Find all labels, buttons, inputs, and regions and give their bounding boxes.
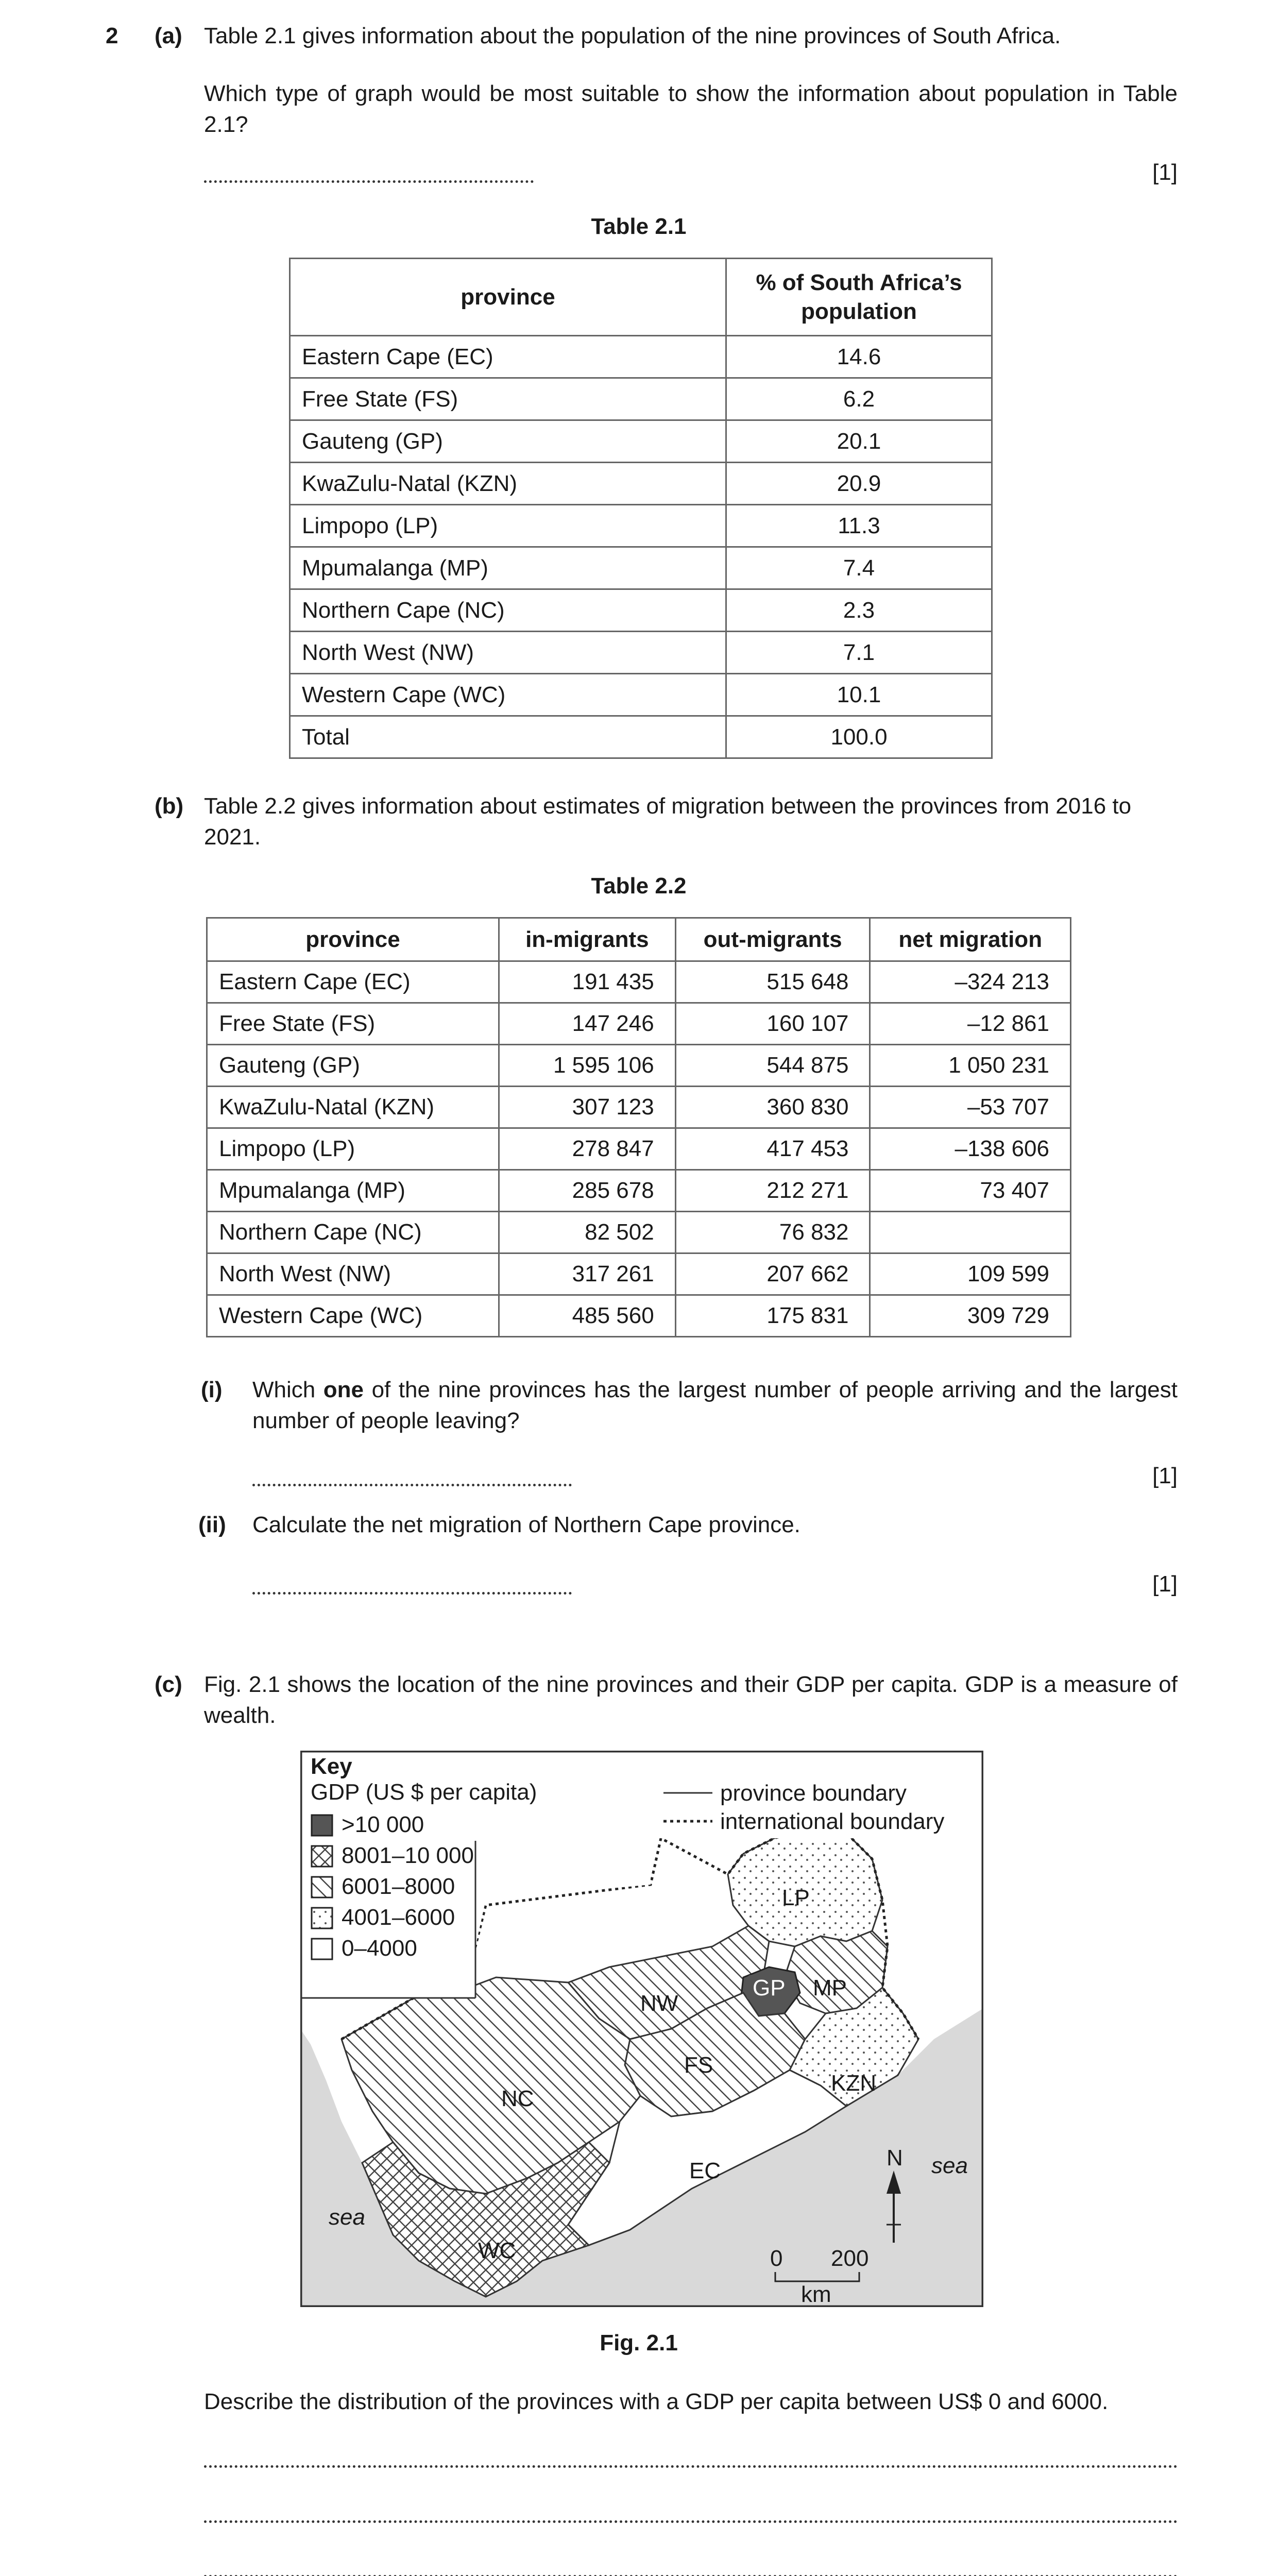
part-b-label: (b): [155, 793, 184, 819]
marks-a: [1]: [1152, 160, 1178, 185]
key-label-0-4000: 0–4000: [342, 1936, 417, 1961]
table-cell: Northern Cape (NC): [207, 1212, 499, 1253]
table-cell: KwaZulu-Natal (KZN): [207, 1087, 499, 1128]
table-cell: 212 271: [675, 1170, 870, 1212]
table-cell: Limpopo (LP): [290, 505, 726, 547]
key-swatch-4001-6000: [312, 1908, 332, 1928]
table-cell: 109 599: [870, 1253, 1071, 1295]
table-row: [207, 961, 1071, 1003]
part-c-label: (c): [155, 1672, 182, 1697]
table-cell: Limpopo (LP): [207, 1128, 499, 1170]
table2-header-net: net migration: [870, 918, 1071, 961]
table-cell: 1 595 106: [499, 1045, 676, 1087]
table-cell: 73 407: [870, 1170, 1071, 1212]
table-cell: 20.1: [726, 420, 992, 463]
north-label: N: [887, 2145, 903, 2171]
table-row: [290, 336, 992, 378]
table-cell: 175 831: [675, 1295, 870, 1337]
label-kzn: KZN: [831, 2071, 876, 2096]
table-row: [290, 632, 992, 674]
key-swatch-gt10000: [312, 1815, 332, 1836]
answer-line-a[interactable]: [204, 180, 534, 183]
table-row: [290, 420, 992, 463]
table-row: [207, 1087, 1071, 1128]
table-cell: 485 560: [499, 1295, 676, 1337]
table-cell: 14.6: [726, 336, 992, 378]
marks-b-ii: [1]: [1152, 1571, 1178, 1597]
table1-header-province: province: [290, 259, 726, 336]
key-subtitle: GDP (US $ per capita): [311, 1780, 537, 1805]
table-cell: –53 707: [870, 1087, 1071, 1128]
table2-caption: Table 2.2: [591, 873, 687, 899]
scale-200: 200: [831, 2246, 869, 2271]
table-row: [290, 505, 992, 547]
table-cell: 317 261: [499, 1253, 676, 1295]
table-cell: 278 847: [499, 1128, 676, 1170]
label-gp: GP: [753, 1975, 786, 2001]
table-cell: 7.4: [726, 547, 992, 589]
table-cell: North West (NW): [207, 1253, 499, 1295]
label-wc: WC: [478, 2238, 516, 2263]
table-cell: –12 861: [870, 1003, 1071, 1045]
table-cell: Free State (FS): [207, 1003, 499, 1045]
table-row: [207, 1128, 1071, 1170]
marks-b-i: [1]: [1152, 1463, 1178, 1488]
label-mp: MP: [813, 1975, 847, 2001]
table-cell: 307 123: [499, 1087, 676, 1128]
table2-header-out: out-migrants: [675, 918, 870, 961]
table-row: [207, 1253, 1071, 1295]
label-fs: FS: [684, 2053, 713, 2078]
label-lp: LP: [782, 1885, 810, 1910]
question-number: 2: [106, 23, 118, 48]
part-a-intro: Table 2.1 gives information about the population of the nine provinces of South Africa.: [204, 23, 1061, 48]
key-province-boundary: province boundary: [720, 1781, 907, 1806]
table-cell: 2.3: [726, 589, 992, 632]
table1-header-percent: % of South Africa’s population: [726, 259, 992, 336]
key-international-boundary: international boundary: [720, 1809, 945, 1834]
table-cell: Eastern Cape (EC): [290, 336, 726, 378]
key-label-6001-8000: 6001–8000: [342, 1874, 455, 1899]
table-2-1: [289, 258, 993, 759]
table-cell: Mpumalanga (MP): [207, 1170, 499, 1212]
table-cell: [870, 1212, 1071, 1253]
table-row: [290, 589, 992, 632]
table-cell: –324 213: [870, 961, 1071, 1003]
part-b-intro: Table 2.2 gives information about estimates of migration between the provinces from 2016 to 2021.: [204, 793, 1132, 850]
table-cell: 417 453: [675, 1128, 870, 1170]
table-row: [290, 716, 992, 758]
label-sea-left: sea: [329, 2205, 365, 2230]
table-cell: 7.1: [726, 632, 992, 674]
key-title: Key: [311, 1754, 352, 1779]
label-nw: NW: [640, 1991, 678, 2016]
table-cell: 10.1: [726, 674, 992, 716]
key-label-4001-6000: 4001–6000: [342, 1905, 455, 1930]
part-b-i-question: Which one of the nine provinces has the largest number of people arriving and the largest number of people leaving?: [252, 1377, 1178, 1433]
key-swatch-0-4000: [312, 1939, 332, 1959]
table-row: [207, 1170, 1071, 1212]
table-cell: 160 107: [675, 1003, 870, 1045]
table1-caption: Table 2.1: [591, 214, 687, 239]
table-cell: Western Cape (WC): [290, 674, 726, 716]
table-cell: 191 435: [499, 961, 676, 1003]
table-row: [207, 1212, 1071, 1253]
part-b-ii-label: (ii): [198, 1512, 226, 1537]
table-2-2: [206, 917, 1071, 1337]
table-cell: Gauteng (GP): [290, 420, 726, 463]
table-cell: Free State (FS): [290, 378, 726, 420]
table-cell: 515 648: [675, 961, 870, 1003]
table-row: [207, 1295, 1071, 1337]
table-cell: Mpumalanga (MP): [290, 547, 726, 589]
key-label-gt10000: >10 000: [342, 1812, 424, 1837]
table-row: [290, 463, 992, 505]
table-row: [290, 674, 992, 716]
answer-line-b-ii[interactable]: [252, 1592, 572, 1595]
table-cell: 1 050 231: [870, 1045, 1071, 1087]
table-cell: North West (NW): [290, 632, 726, 674]
label-ec: EC: [689, 2158, 721, 2183]
label-nc: NC: [501, 2086, 534, 2111]
answer-line-c-1[interactable]: [204, 2465, 1178, 2468]
part-b-i-label: (i): [201, 1377, 223, 1402]
table-row: [207, 1045, 1071, 1087]
part-c-intro: Fig. 2.1 shows the location of the nine provinces and their GDP per capita. GDP is a measure of wealth.: [204, 1672, 1178, 1728]
table-cell: KwaZulu-Natal (KZN): [290, 463, 726, 505]
part-c-question: Describe the distribution of the provinces with a GDP per capita between US$ 0 and 6000.: [204, 2389, 1109, 2414]
scale-0: 0: [770, 2246, 783, 2271]
key-swatch-8001-10000: [312, 1846, 332, 1867]
table-cell: 100.0: [726, 716, 992, 758]
table-cell: 82 502: [499, 1212, 676, 1253]
table-cell: 544 875: [675, 1045, 870, 1087]
table-cell: Gauteng (GP): [207, 1045, 499, 1087]
table-cell: –138 606: [870, 1128, 1071, 1170]
table-cell: 207 662: [675, 1253, 870, 1295]
fig-2-1-map: [300, 1751, 983, 2307]
table-row: [207, 1003, 1071, 1045]
table-cell: Western Cape (WC): [207, 1295, 499, 1337]
table2-header-province: province: [207, 918, 499, 961]
fig-caption: Fig. 2.1: [600, 2330, 678, 2355]
table-cell: 11.3: [726, 505, 992, 547]
table-cell: Total: [290, 716, 726, 758]
table-cell: 6.2: [726, 378, 992, 420]
table-row: [290, 378, 992, 420]
part-a-question: Which type of graph would be most suitable to show the information about population in Table 2.1?: [204, 81, 1178, 137]
table-cell: 20.9: [726, 463, 992, 505]
table-cell: 285 678: [499, 1170, 676, 1212]
table-cell: 76 832: [675, 1212, 870, 1253]
part-b-ii-question: Calculate the net migration of Northern Cape province.: [252, 1512, 800, 1537]
table-cell: 147 246: [499, 1003, 676, 1045]
table-cell: 309 729: [870, 1295, 1071, 1337]
table-cell: Northern Cape (NC): [290, 589, 726, 632]
table2-header-in: in-migrants: [499, 918, 676, 961]
table-cell: Eastern Cape (EC): [207, 961, 499, 1003]
table-row: [290, 547, 992, 589]
key-label-8001-10000: 8001–10 000: [342, 1843, 474, 1868]
table-cell: 360 830: [675, 1087, 870, 1128]
key-swatch-6001-8000: [312, 1877, 332, 1897]
part-a-label: (a): [155, 23, 182, 48]
scale-unit: km: [801, 2282, 831, 2307]
answer-line-b-i[interactable]: [252, 1484, 572, 1486]
label-sea-right: sea: [931, 2153, 968, 2178]
answer-line-c-2[interactable]: [204, 2520, 1178, 2523]
